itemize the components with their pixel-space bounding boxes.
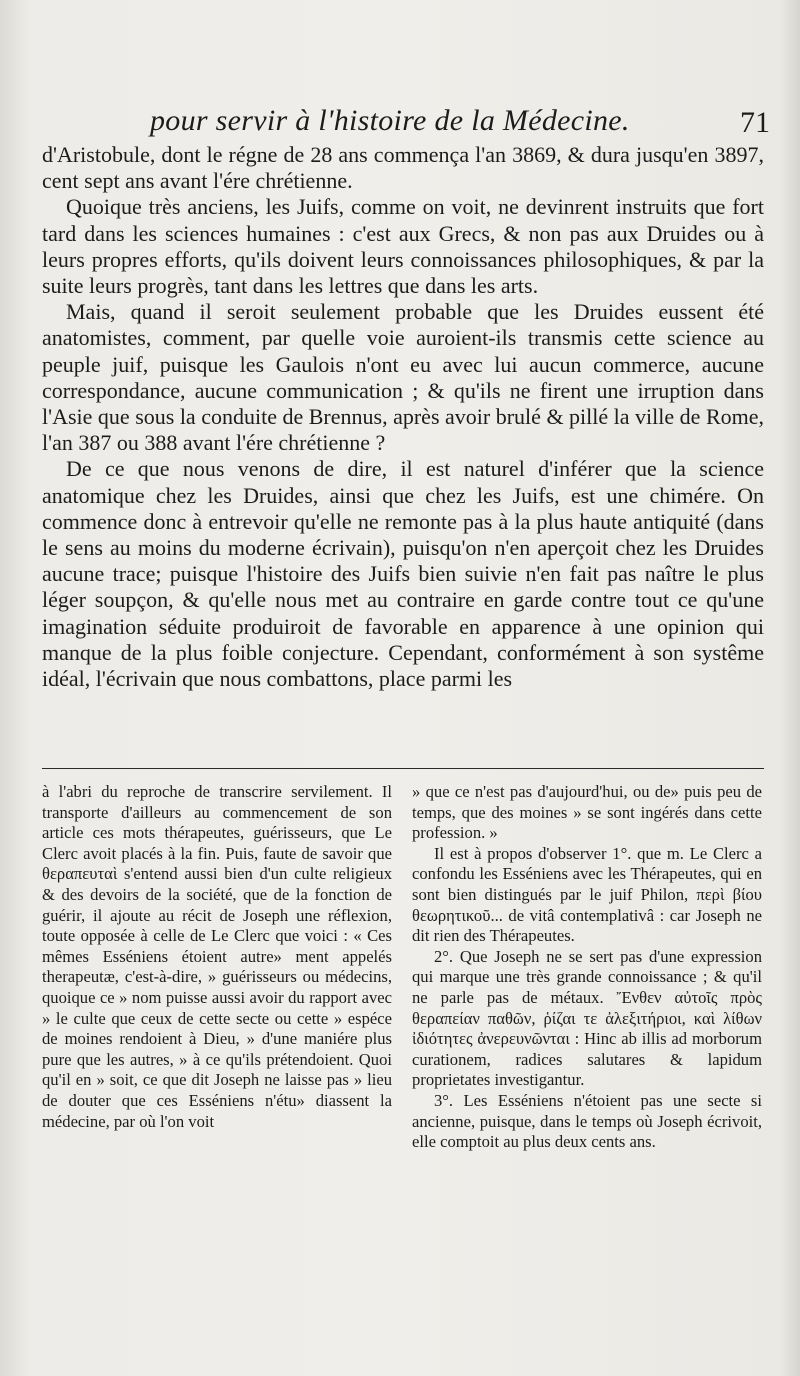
page-header <box>150 104 770 144</box>
paragraph-2: Quoique très anciens, les Juifs, comme on voit, ne devinrent instruits que fort tard dans les sciences humaines : c'est aux Grecs, & non pas aux Druides ou à leurs propres efforts, qu'ils doivent leurs connoissances philosophiques, & par la suite leurs progrès, tant dans les lettres que dans les arts. <box>42 194 764 299</box>
running-title: pour servir à l'histoire de la Médecine. <box>150 104 630 137</box>
footnote-left-paragraph: à l'abri du reproche de transcrire servilement. Il transporte d'ailleurs au commencement de son article ces mots thérapeutes, guérisseurs, que Le Clerc avoit placés à la fin. Puis, faute de savoir que θεραπευταὶ s'entend aussi bien d'un culte religieux & des devoirs de la société, que de la fonction de guérir, il ajoute au récit de Joseph une réflexion, toute opposée à celle de Le Clerc que voici : « Ces mêmes Esséniens étoient autre» ment appelés therapeutæ, c'est-à-dire, » guérisseurs ou médecins, quoique ce » nom puisse aussi avoir du rapport avec » le culte que ceux de cette secte ou cette » espéce de moines rendoient à Dieu, » d'une maniére plus pure que les autres, » à ce qu'ils prétendoient. Quoi qu'il en » soit, ce que dit Joseph ne laisse pas » lieu de douter que ces Esséniens n'étu» diassent la médecine, par où l'on voit <box>42 782 392 1131</box>
footnote-right-paragraph-3: 2°. Que Joseph ne se sert pas d'une expression qui marque une très grande connoissance ; & qu'il ne parle pas de métaux. Ἔνθεν αὐτοῖς πρὸς θεραπείαν παθῶν, ῥίζαι τε ἀλεξιτήριοι, καὶ λίθων ἰδιότητες ἀνερευνῶνται : Hinc ab illis ad morborum curationem, radices salutares & lapidum proprietates investigantur. <box>412 946 762 1090</box>
footnote-right-paragraph-4: 3°. Les Esséniens n'étoient pas une secte si ancienne, puisque, dans le temps où Joseph écrivoit, elle comptoit au plus deux cents ans. <box>412 1090 762 1152</box>
footnote-right-column <box>412 782 762 1153</box>
paragraph-1: d'Aristobule, dont le régne de 28 ans commença l'an 3869, & dura jusqu'en 3897, cent sept ans avant l'ére chrétienne. <box>42 142 764 194</box>
footnote-right-paragraph-2: Il est à propos d'observer 1°. que m. Le Clerc a confondu les Esséniens avec les Thérapeutes, qui en sont bien distingués par le juif Philon, περὶ βίου θεωρητικοῦ... de vitâ contemplativâ : car Joseph ne dit rien des Thérapeutes. <box>412 843 762 946</box>
page-number: 71 <box>740 106 770 139</box>
paragraph-4: De ce que nous venons de dire, il est naturel d'inférer que la science anatomique chez les Druides, ainsi que chez les Juifs, est une chimére. On commence donc à entrevoir qu'elle ne remonte pas à la plus haute antiquité (dans le sens au moins du moderne écrivain), puisqu'on n'en aperçoit chez les Druides aucune trace; puisque l'histoire des Juifs bien suivie n'en fait pas naître le plus léger soupçon, & qu'elle nous met au contraire en garde contre tout ce qu'une imagination séduite produiroit de favorable en apparence à une opinion qui manque de la plus foible conjecture. Cependant, conformément à son systême idéal, l'écrivain que nous combattons, place parmi les <box>42 456 764 692</box>
footnote-rule <box>42 768 764 769</box>
main-text <box>42 142 764 692</box>
paragraph-3: Mais, quand il seroit seulement probable que les Druides eussent été anatomistes, comment, par quelle voie auroient-ils transmis cette science au peuple juif, puisque les Gaulois n'ont eu avec lui aucun commerce, aucune correspondance, aucune communication ; & qu'ils ne firent une irruption dans l'Asie que sous la conduite de Brennus, après avoir brulé & pillé la ville de Rome, l'an 387 ou 388 avant l'ére chrétienne ? <box>42 299 764 456</box>
footnote-left-column <box>42 782 392 1132</box>
footnote-right-paragraph-1: » que ce n'est pas d'aujourd'hui, ou de» puis peu de temps, que des moines » se sont ingérés dans cette profession. » <box>412 782 762 843</box>
